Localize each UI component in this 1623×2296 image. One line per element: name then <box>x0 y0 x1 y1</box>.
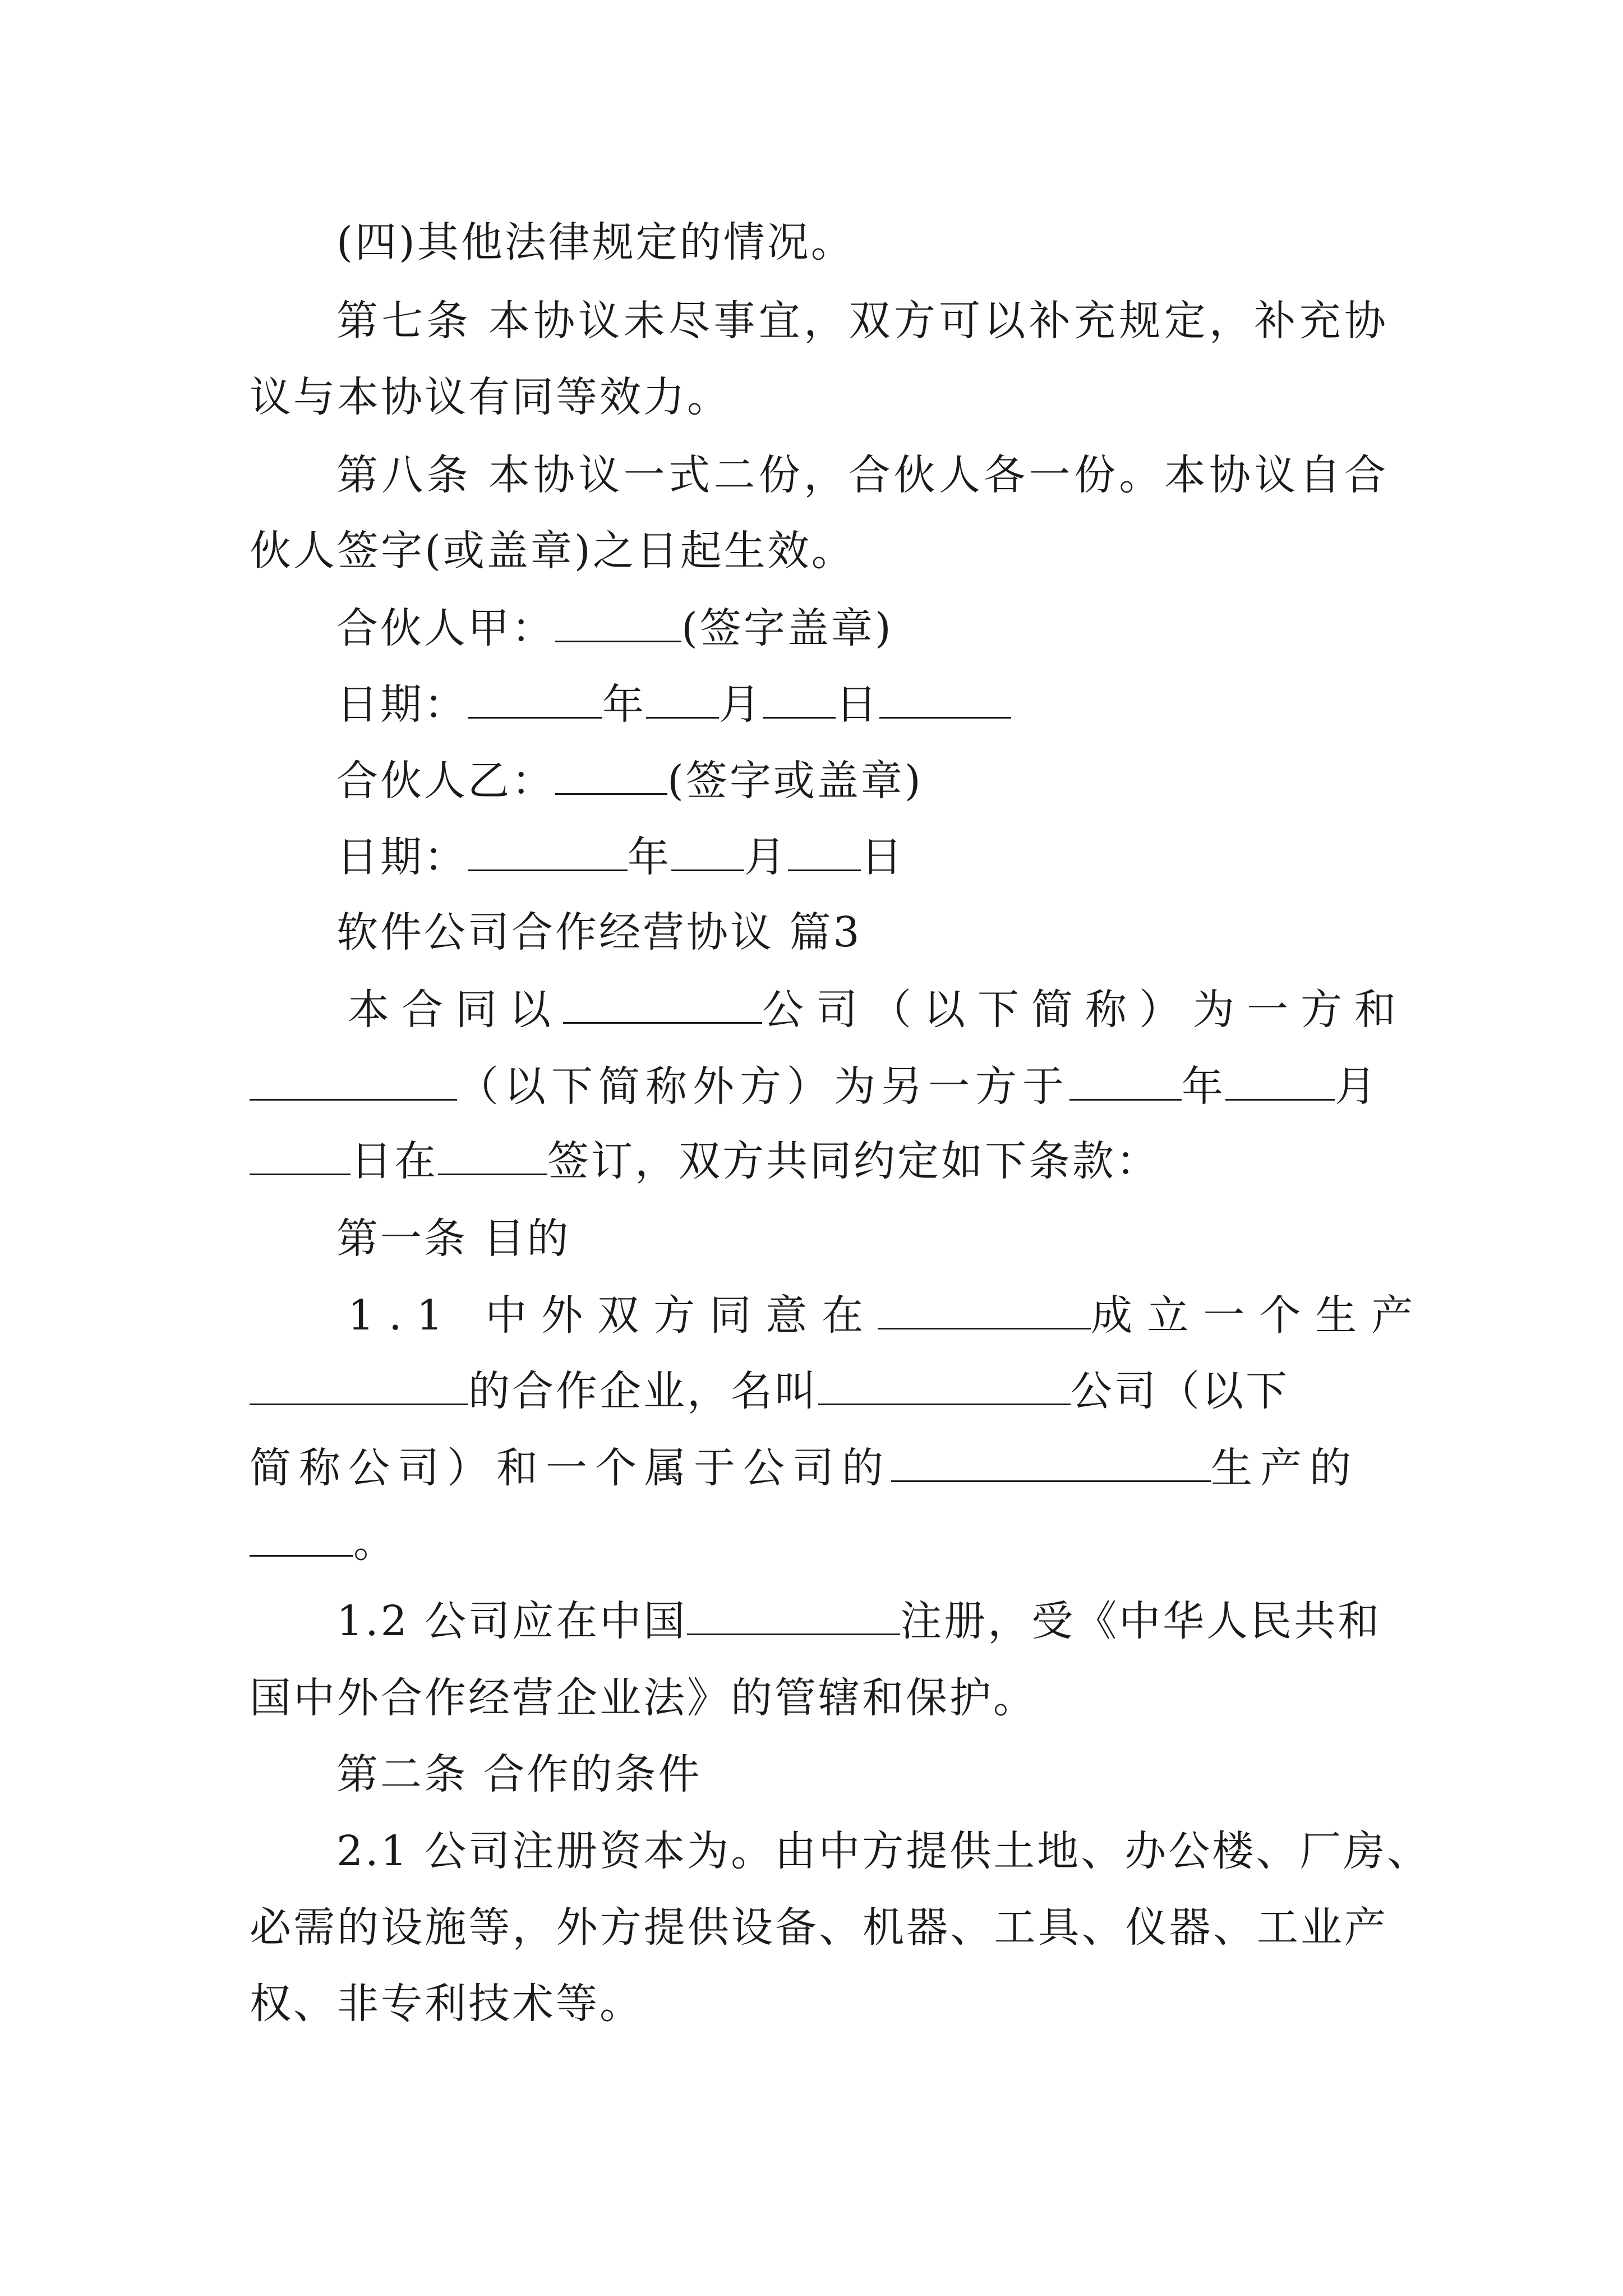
section-heading <box>336 899 1388 966</box>
partner-a-date <box>336 671 1388 738</box>
signature-note: (签字或盖章) <box>667 757 923 805</box>
text-line: (四)其他法律规定的情况。 <box>336 218 855 266</box>
article-1-heading <box>336 1205 1388 1272</box>
article-8-line-1 <box>336 441 1388 509</box>
year-blank[interactable] <box>468 829 628 871</box>
text-line: 第八条 本协议一式二份，合伙人各一份。本协议自合 <box>336 451 1388 499</box>
partner-a-label: 合伙人甲： <box>336 604 555 652</box>
clause-2-1-line-3 <box>250 1970 1388 2037</box>
heading-text: 第一条 目的 <box>336 1214 571 1263</box>
text-segment: 公司（以下 <box>1071 1367 1289 1415</box>
year-label: 年 <box>602 680 646 729</box>
clause-1-1-line-4 <box>250 1509 1388 1576</box>
text-segment: 。 <box>353 1519 397 1567</box>
signature-note: (签字盖章) <box>681 604 893 652</box>
text-segment: 注册，受《中华人民共和 <box>900 1597 1382 1645</box>
clause-1-1-line-3 <box>250 1434 1388 1502</box>
year-blank[interactable] <box>468 677 602 719</box>
item-blank[interactable] <box>250 1515 353 1557</box>
date-label: 日期： <box>336 680 468 729</box>
contract-intro-line-1 <box>348 976 1408 1043</box>
text-segment: 本合同以 <box>348 986 563 1034</box>
clause-4-other-legal <box>336 209 1388 276</box>
day-label: 日 <box>836 680 879 729</box>
text-segment: 日在 <box>351 1137 438 1185</box>
month-blank[interactable] <box>671 829 744 871</box>
month-blank[interactable] <box>1225 1059 1335 1101</box>
text-line: 伙人签字(或盖章)之日起生效。 <box>250 527 855 575</box>
clause-1-2-line-2 <box>250 1664 1388 1732</box>
clause-1-1-line-2 <box>250 1358 1388 1425</box>
text-line: 议与本协议有同等效力。 <box>250 373 731 421</box>
product-blank[interactable] <box>891 1440 1211 1482</box>
year-label: 年 <box>1182 1062 1225 1111</box>
text-segment: 签订，双方共同约定如下条款： <box>547 1137 1160 1185</box>
text-segment: 的合作企业，名叫 <box>468 1367 818 1415</box>
day-blank[interactable] <box>788 829 861 871</box>
clause-1-2-line-1 <box>336 1588 1388 1655</box>
heading-text: 第二条 合作的条件 <box>336 1750 702 1798</box>
text-segment: （以下简称外方）为另一方于 <box>457 1062 1069 1111</box>
text-line: 第七条 本协议未尽事宜，双方可以补充规定，补充协 <box>336 297 1388 345</box>
contract-intro-line-2 <box>250 1053 1388 1120</box>
month-label: 月 <box>744 833 788 881</box>
text-segment: 生产的 <box>1211 1444 1359 1492</box>
year-label: 年 <box>628 833 671 881</box>
clause-2-1-line-1 <box>336 1818 1431 1885</box>
text-segment: 1.1 中外双方同意在 <box>348 1291 878 1340</box>
location-blank[interactable] <box>878 1287 1091 1329</box>
product-blank[interactable] <box>250 1363 468 1405</box>
clause-2-1-line-2 <box>250 1894 1388 1961</box>
contract-intro-line-3 <box>250 1128 1388 1195</box>
company-blank[interactable] <box>563 982 762 1024</box>
partner-b-label: 合伙人乙： <box>336 757 555 805</box>
signature-blank[interactable] <box>555 600 681 642</box>
heading-text: 软件公司合作经营协议 篇3 <box>336 908 862 956</box>
party-blank[interactable] <box>250 1059 457 1101</box>
text-segment: 1.2 公司应在中国 <box>336 1597 688 1645</box>
text-line: 权、非专利技术等。 <box>250 1980 643 2028</box>
text-line: 国中外合作经营企业法》的管辖和保护。 <box>250 1674 1037 1722</box>
text-line: 必需的设施等，外方提供设备、机器、工具、仪器、工业产 <box>250 1903 1388 1952</box>
day-blank[interactable] <box>250 1133 351 1175</box>
partner-b-signature <box>336 747 1388 815</box>
signature-blank[interactable] <box>555 753 667 795</box>
region-blank[interactable] <box>687 1593 900 1635</box>
article-7-line-1 <box>336 287 1388 355</box>
month-blank[interactable] <box>646 677 719 719</box>
month-label: 月 <box>719 680 763 729</box>
year-blank[interactable] <box>1069 1059 1182 1101</box>
partner-a-signature <box>336 595 1388 662</box>
day-label: 日 <box>861 833 905 881</box>
text-segment: 公司（以下简称）为一方和 <box>762 986 1408 1034</box>
text-line: 2.1 公司注册资本为。由中方提供土地、办公楼、厂房、 <box>336 1827 1431 1875</box>
article-8-line-2 <box>250 517 1388 585</box>
text-segment: 简称公司）和一个属于公司的 <box>250 1444 891 1492</box>
clause-1-1-line-1 <box>348 1282 1428 1349</box>
day-blank[interactable] <box>763 677 836 719</box>
date-label: 日期： <box>336 833 468 881</box>
article-2-heading <box>336 1741 1388 1808</box>
month-label: 月 <box>1335 1062 1378 1111</box>
name-blank[interactable] <box>818 1363 1071 1405</box>
article-7-line-2 <box>250 364 1388 431</box>
place-blank[interactable] <box>438 1133 547 1175</box>
partner-b-date <box>336 823 1388 891</box>
text-segment: 成立一个生产 <box>1091 1291 1428 1340</box>
trailing-blank[interactable] <box>879 677 1011 719</box>
